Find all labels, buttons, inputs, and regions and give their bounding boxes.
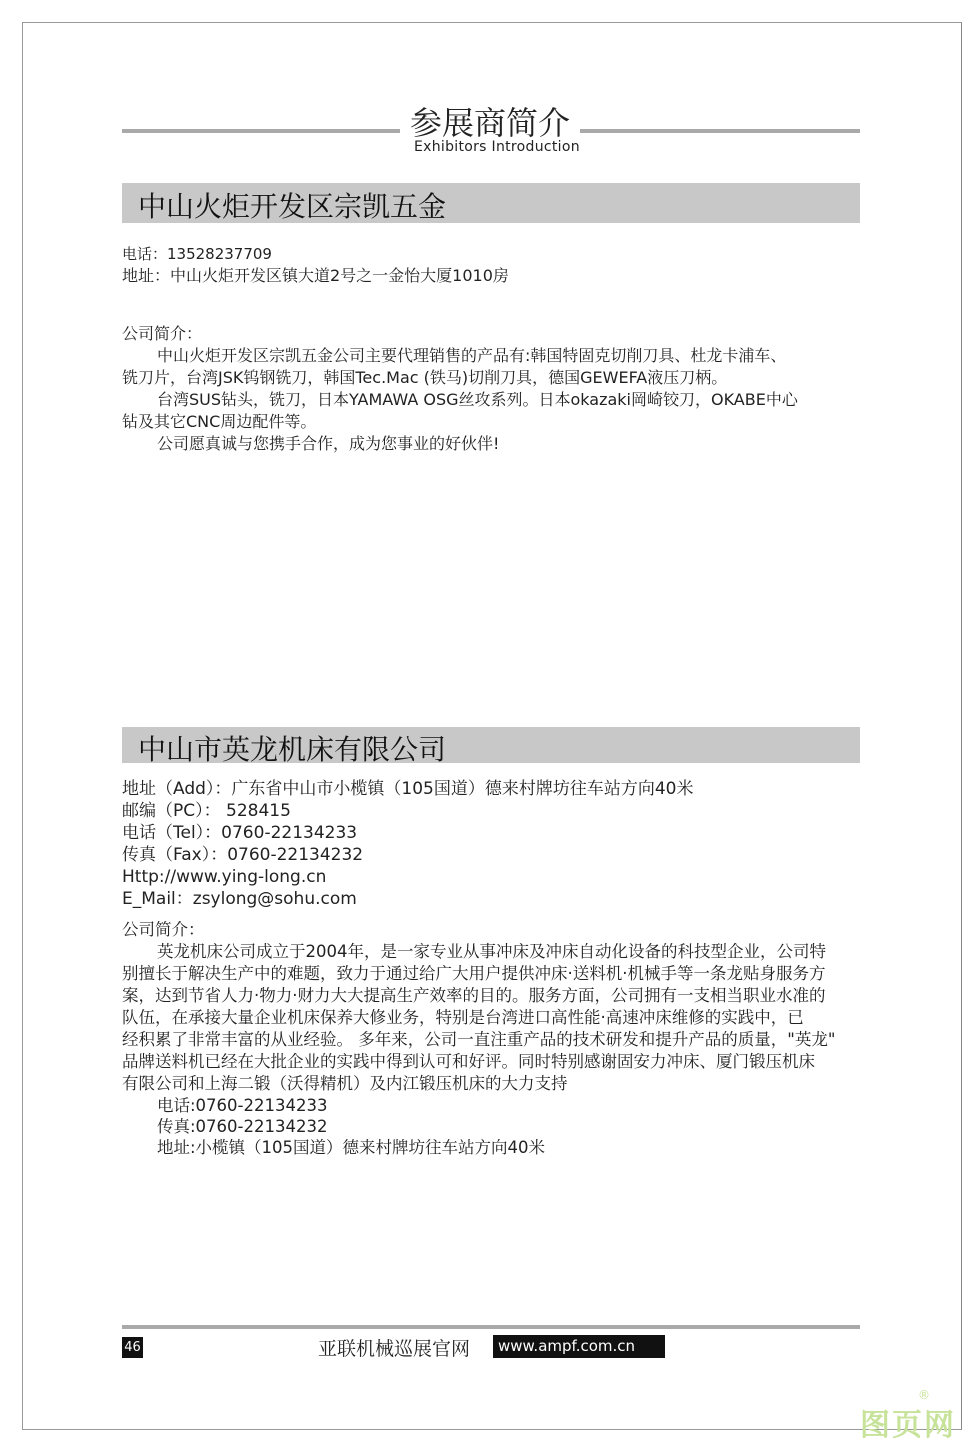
company2-intro-line: 电话:0760-22134233 bbox=[157, 1096, 328, 1115]
page-number: 46 bbox=[122, 1337, 143, 1358]
company1-intro-label: 公司简介： bbox=[122, 324, 203, 343]
company2-intro-line: 经积累了非常丰富的从业经验。 多年来，公司一直注重产品的技术研发和提升产品的质量，"英龙" bbox=[122, 1030, 836, 1049]
company2-intro-line: 队伍，在承接大量企业机床保养大修业务，特别是台湾进口高性能·高速冲床维修的实践中，已 bbox=[122, 1008, 804, 1027]
company2-contact: 电话（Tel）：0760-22134233 bbox=[122, 823, 358, 843]
company2-contact: 邮编（PC）： 528415 bbox=[122, 801, 291, 821]
company1-phone: 电话：13528237709 bbox=[122, 245, 272, 263]
company1-intro-line: 铣刀片，台湾JSK钨钢铣刀，韩国Tec.Mac (铁马)切削刀具，德国GEWEFA液压刀柄。 bbox=[122, 368, 728, 387]
company2-intro-line: 案，达到节省人力·物力·财力大大提高生产效率的目的。服务方面，公司拥有一支相当职业水准的 bbox=[122, 986, 826, 1005]
company1-intro-line: 钻及其它CNC周边配件等。 bbox=[122, 412, 317, 431]
footer-rule bbox=[122, 1325, 860, 1329]
page-title-text: 参展商简介 bbox=[400, 104, 580, 142]
company1-title-bar bbox=[122, 183, 860, 223]
company2-email: E_Mail：zsylong@sohu.com bbox=[122, 889, 357, 909]
company1-name: 中山火炬开发区宗凯五金 bbox=[138, 190, 447, 223]
watermark-logo: 图页网 bbox=[860, 1408, 956, 1443]
company2-intro-line: 别擅长于解决生产中的难题，致力于通过给广大用户提供冲床·送料机·机械手等一条龙贴身服务方 bbox=[122, 964, 826, 983]
company2-name: 中山市英龙机床有限公司 bbox=[138, 733, 447, 766]
company2-contact: 传真（Fax）：0760-22134232 bbox=[122, 845, 364, 865]
footer-url[interactable]: www.ampf.com.cn bbox=[493, 1335, 665, 1358]
company2-website: Http://www.ying-long.cn bbox=[122, 867, 327, 887]
company1-intro-line: 台湾SUS钻头，铣刀，日本YAMAWA OSG丝攻系列。日本okazaki岡崎铰刀，OKABE中心 bbox=[157, 390, 798, 409]
company2-intro-line: 地址:小榄镇（105国道）德来村牌坊往车站方向40米 bbox=[157, 1138, 546, 1157]
company2-intro-line: 品牌送料机已经在大批企业的实践中得到认可和好评。同时特别感谢固安力冲床、厦门锻压机床 bbox=[122, 1052, 815, 1071]
company2-intro-line: 有限公司和上海二锻（沃得精机）及内江锻压机床的大力支持 bbox=[122, 1074, 568, 1093]
company1-intro-line: 中山火炬开发区宗凯五金公司主要代理销售的产品有:韩国特固克切削刀具、杜龙卡浦车、 bbox=[157, 346, 787, 365]
company2-contact: 地址（Add）：广东省中山市小榄镇（105国道）德来村牌坊往车站方向40米 bbox=[122, 779, 694, 799]
company2-intro-line: 英龙机床公司成立于2004年，是一家专业从事冲床及冲床自动化设备的科技型企业，公司特 bbox=[157, 942, 826, 961]
watermark-registered-mark: ® bbox=[918, 1388, 930, 1402]
page-frame bbox=[22, 22, 962, 1430]
page-subtitle: Exhibitors Introduction bbox=[414, 139, 580, 155]
company1-address: 地址：中山火炬开发区镇大道2号之一金怡大厦1010房 bbox=[122, 266, 509, 285]
company2-title-bar bbox=[122, 727, 860, 766]
page-title bbox=[0, 98, 980, 144]
company2-intro-label: 公司简介： bbox=[122, 920, 205, 939]
company1-intro-line: 公司愿真诚与您携手合作，成为您事业的好伙伴! bbox=[157, 434, 500, 453]
company2-intro-line: 传真:0760-22134232 bbox=[157, 1117, 328, 1136]
footer-site-name: 亚联机械巡展官网 bbox=[318, 1338, 471, 1360]
